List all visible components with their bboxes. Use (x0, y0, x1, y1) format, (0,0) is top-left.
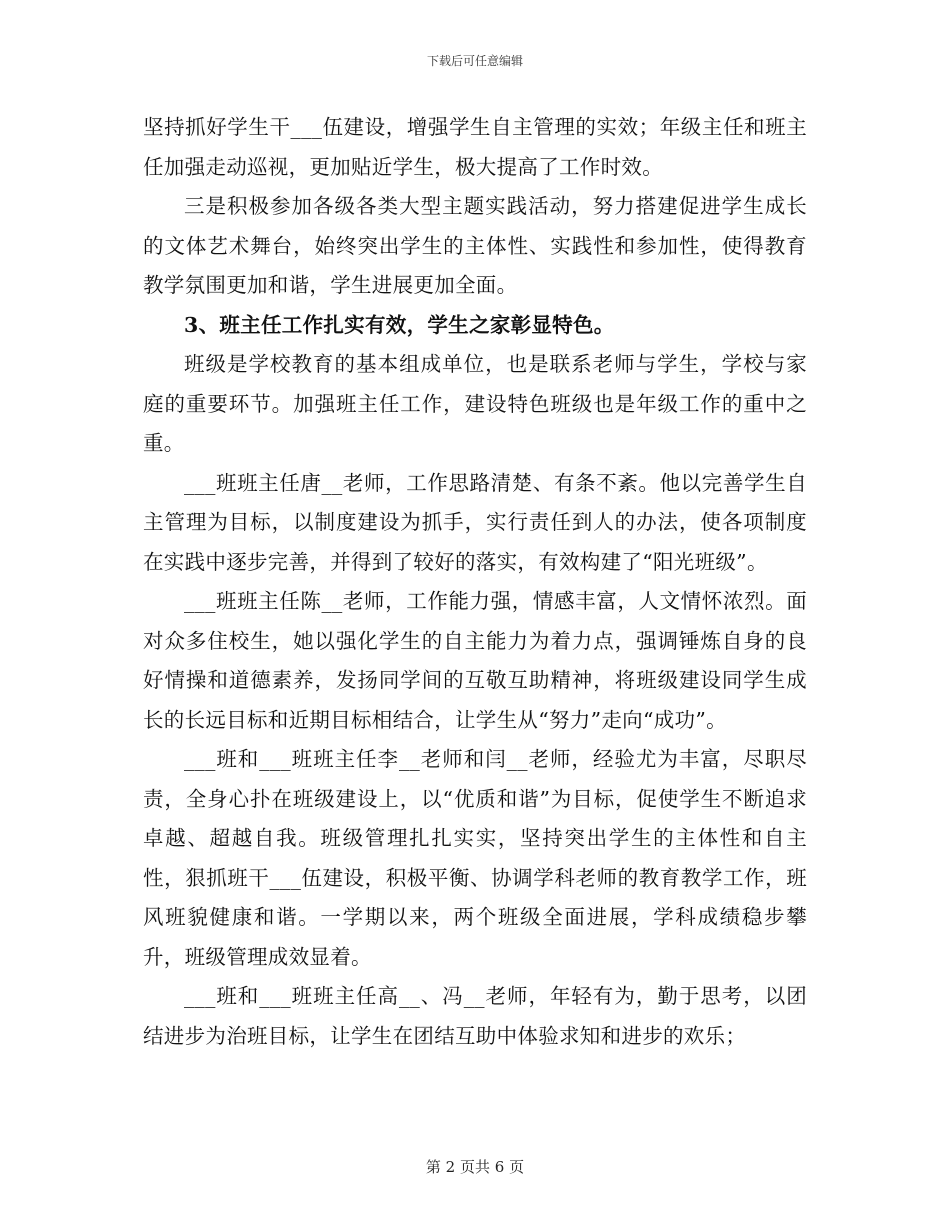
document-body (143, 108, 807, 1056)
paragraph-4: ___班班主任唐__老师，工作思路清楚、有条不紊。他以完善学生自主管理为目标，以制度建设为抓手，实行责任到人的办法，使各项制度在实践中逐步完善，并得到了较好的落实，有效构建了“阳光班级”。 (143, 470, 807, 574)
paragraph-5: ___班班主任陈__老师，工作能力强，情感丰富，人文情怀浓烈。面对众多住校生，她以强化学生的自主能力为着力点，强调锤炼自身的良好情操和道德素养，发扬同学间的互敬互助精神，将班级建设同学生成长的长远目标和近期目标相结合，让学生从“努力”走向“成功”。 (143, 589, 807, 732)
section-heading: 3、班主任工作扎实有效，学生之家彰显特色。 (184, 312, 615, 337)
paragraph-6: ___班和___班班主任李__老师和闫__老师，经验尤为丰富，尽职尽责，全身心扑在班级建设上，以“优质和谐”为目标，促使学生不断追求卓越、超越自我。班级管理扎扎实实，坚持突出学生的主体性和自主性，狠抓班干___伍建设，积极平衡、协调学科老师的教育教学工作，班风班貌健康和谐。一学期以来，两个班级全面进展，学科成绩稳步攀升，班级管理成效显着。 (143, 747, 807, 969)
page-footer: 第 2 页共 6 页 (425, 1158, 525, 1176)
paragraph-1: 坚持抓好学生干___伍建设，增强学生自主管理的实效；年级主任和班主任加强走动巡视，更加贴近学生，极大提高了工作时效。 (143, 115, 807, 179)
paragraph-2: 三是积极参加各级各类大型主题实践活动，努力搭建促进学生成长的文体艺术舞台，始终突出学生的主体性、实践性和参加性，使得教育教学氛围更加和谐，学生进展更加全面。 (143, 194, 807, 297)
paragraph-3: 班级是学校教育的基本组成单位，也是联系老师与学生，学校与家庭的重要环节。加强班主任工作，建设特色班级也是年级工作的重中之重。 (143, 352, 807, 455)
paragraph-7: ___班和___班班主任高__、冯__老师，年轻有为，勤于思考，以团结进步为治班目标，让学生在团结互助中体验求知和进步的欢乐； (143, 984, 807, 1048)
page-header: 下载后可任意编辑 (426, 54, 523, 68)
